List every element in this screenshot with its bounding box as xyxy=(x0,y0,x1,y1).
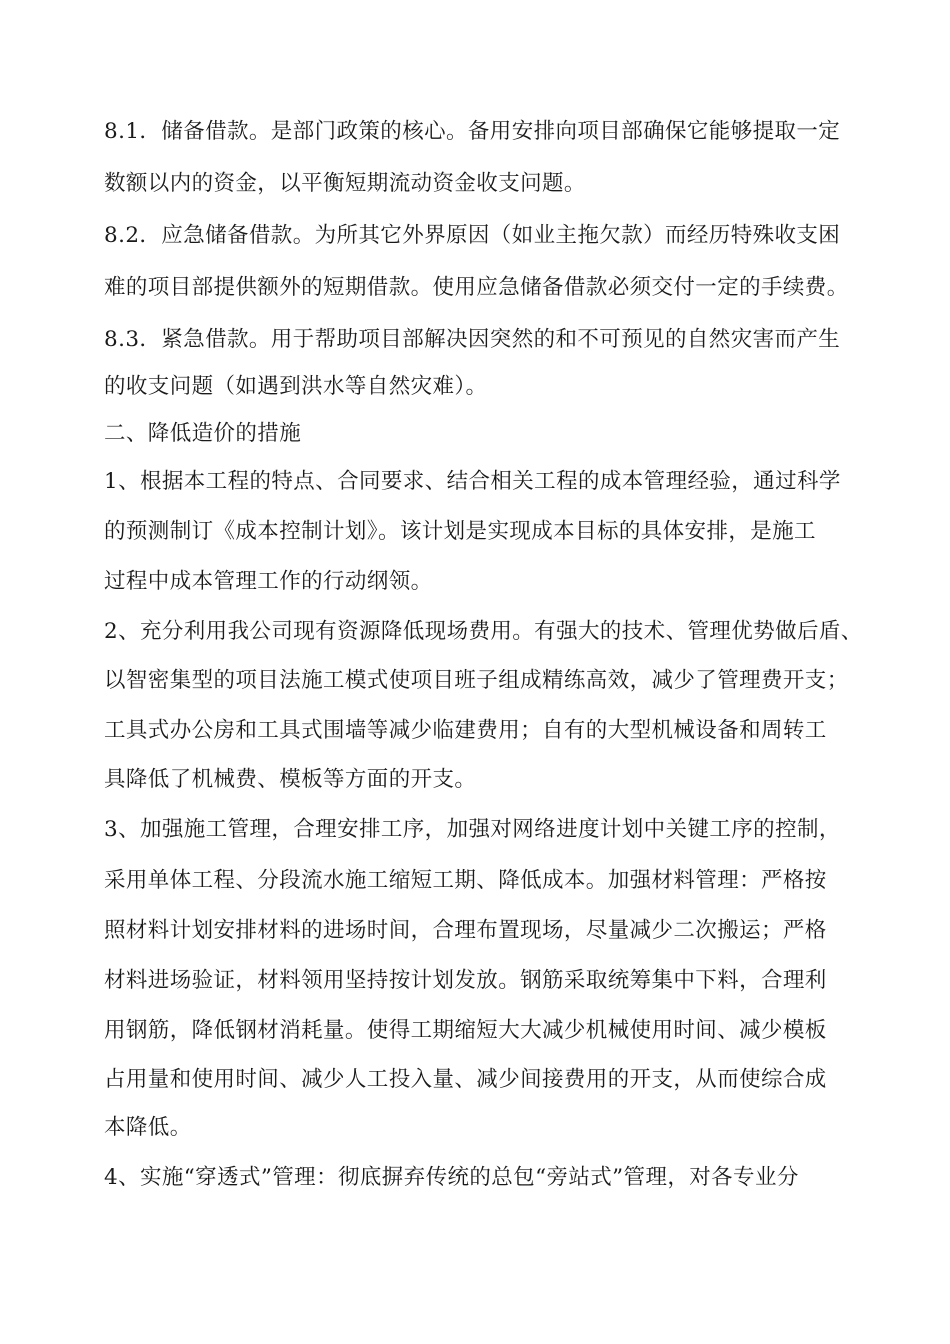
paragraph-8-2-line-1: 8.2．应急储备借款。为所其它外界原因（如业主拖欠款）而经历特殊收支困 xyxy=(104,223,841,248)
paragraph-8-2-line-2: 难的项目部提供额外的短期借款。使用应急储备借款必须交付一定的手续费。 xyxy=(104,275,849,300)
paragraph-3-line-1: 3、加强施工管理，合理安排工序，加强对网络进度计划中关键工序的控制， xyxy=(104,817,841,842)
paragraph-2-line-4: 具降低了机械费、模板等方面的开支。 xyxy=(104,767,477,792)
paragraph-8-1-line-1: 8.1．储备借款。是部门政策的核心。备用安排向项目部确保它能够提取一定 xyxy=(104,119,841,144)
paragraph-2-line-1: 2、充分利用我公司现有资源降低现场费用。有强大的技术、管理优势做后盾、 xyxy=(104,619,863,644)
section-heading: 二、降低造价的措施 xyxy=(104,421,302,446)
paragraph-1-line-3: 过程中成本管理工作的行动纲领。 xyxy=(104,569,433,594)
paragraph-8-1-line-2: 数额以内的资金，以平衡短期流动资金收支问题。 xyxy=(104,171,586,196)
paragraph-3-line-7: 本降低。 xyxy=(104,1115,192,1140)
paragraph-3-line-2: 采用单体工程、分段流水施工缩短工期、降低成本。加强材料管理：严格按 xyxy=(104,868,827,893)
paragraph-8-3-line-2: 的收支问题（如遇到洪水等自然灾难）。 xyxy=(104,374,488,399)
paragraph-3-line-4: 材料进场验证，材料领用坚持按计划发放。钢筋采取统筹集中下料，合理利 xyxy=(104,968,827,993)
paragraph-1-line-2: 的预测制订《成本控制计划》。该计划是实现成本目标的具体安排，是施工 xyxy=(104,519,816,544)
paragraph-4-line-1: 4、实施“穿透式”管理：彻底摒弃传统的总包“旁站式”管理，对各专业分 xyxy=(104,1165,799,1190)
paragraph-2-line-2: 以智密集型的项目法施工模式使项目班子组成精练高效，减少了管理费开支； xyxy=(104,668,849,693)
paragraph-3-line-6: 占用量和使用时间、减少人工投入量、减少间接费用的开支，从而使综合成 xyxy=(104,1067,827,1092)
paragraph-3-line-5: 用钢筋，降低钢材消耗量。使得工期缩短大大减少机械使用时间、减少模板 xyxy=(104,1018,827,1043)
paragraph-2-line-3: 工具式办公房和工具式围墙等减少临建费用；自有的大型机械设备和周转工 xyxy=(104,718,827,743)
paragraph-1-line-1: 1、根据本工程的特点、合同要求、结合相关工程的成本管理经验，通过科学 xyxy=(104,469,841,494)
paragraph-8-3-line-1: 8.3．紧急借款。用于帮助项目部解决因突然的和不可预见的自然灾害而产生 xyxy=(104,327,841,352)
paragraph-3-line-3: 照材料计划安排材料的进场时间，合理布置现场，尽量减少二次搬运；严格 xyxy=(104,918,827,943)
